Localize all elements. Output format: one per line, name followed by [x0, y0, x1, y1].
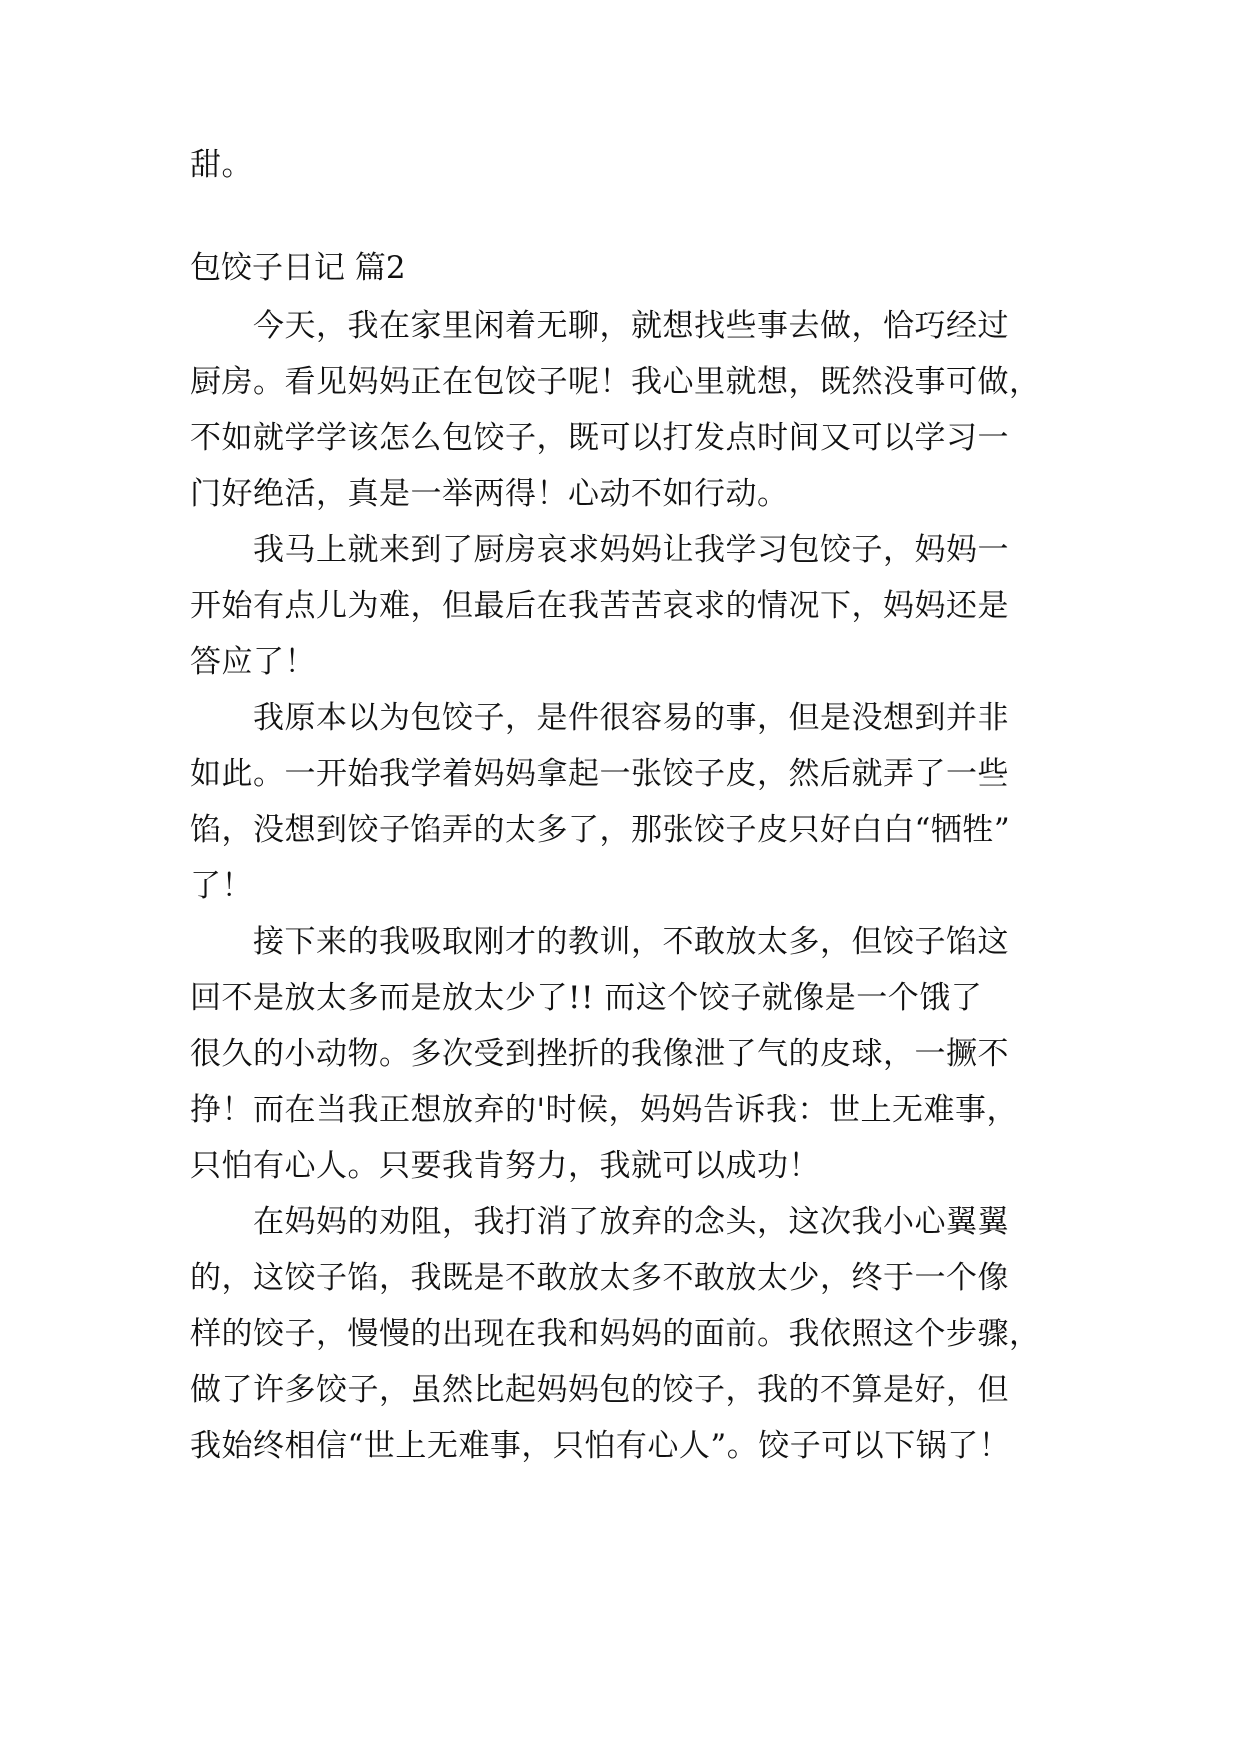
text-line: 的，这饺子馅，我既是不敢放太多不敢放太少，终于一个像 [190, 1260, 1009, 1296]
text-line: 不如就学学该怎么包饺子，既可以打发点时间又可以学习一 [190, 420, 1009, 456]
text-line: 今天，我在家里闲着无聊，就想找些事去做，恰巧经过 [190, 308, 1009, 344]
text-line: 开始有点儿为难，但最后在我苦苦哀求的情况下，妈妈还是 [190, 588, 1009, 624]
text-line: 样的饺子，慢慢的出现在我和妈妈的面前。我依照这个步骤， [190, 1316, 1041, 1352]
section-title: 包饺子日记 篇2 [190, 250, 406, 286]
text-line: 挣！而在当我正想放弃的'时候，妈妈告诉我：世上无难事， [190, 1092, 1019, 1128]
text-line: 接下来的我吸取刚才的教训，不敢放太多，但饺子馅这 [190, 924, 1009, 960]
text-line: 如此。一开始我学着妈妈拿起一张饺子皮，然后就弄了一些 [190, 756, 1009, 792]
text-line: 只怕有心人。只要我肯努力，我就可以成功！ [190, 1148, 820, 1184]
text-line: 回不是放太多而是放太少了!! 而这个饺子就像是一个饿了 [190, 980, 983, 1016]
text-line: 甜。 [190, 147, 253, 183]
text-line: 做了许多饺子，虽然比起妈妈包的饺子，我的不算是好，但 [190, 1372, 1009, 1408]
text-line: 答应了！ [190, 644, 316, 680]
text-line: 我马上就来到了厨房哀求妈妈让我学习包饺子，妈妈一 [190, 532, 1009, 568]
text-line: 我原本以为包饺子，是件很容易的事，但是没想到并非 [190, 700, 1009, 736]
text-line: 了！ [190, 868, 253, 904]
text-line: 厨房。看见妈妈正在包饺子呢！我心里就想，既然没事可做， [190, 364, 1041, 400]
text-line: 我始终相信“世上无难事，只怕有心人”。饺子可以下锅了！ [190, 1428, 1011, 1464]
text-line: 很久的小动物。多次受到挫折的我像泄了气的皮球，一撅不 [190, 1036, 1009, 1072]
text-line: 在妈妈的劝阻，我打消了放弃的念头，这次我小心翼翼 [190, 1204, 1009, 1240]
text-line: 馅，没想到饺子馅弄的太多了，那张饺子皮只好白白“牺牲” [190, 812, 1011, 848]
text-line: 门好绝活，真是一举两得！心动不如行动。 [190, 476, 789, 512]
